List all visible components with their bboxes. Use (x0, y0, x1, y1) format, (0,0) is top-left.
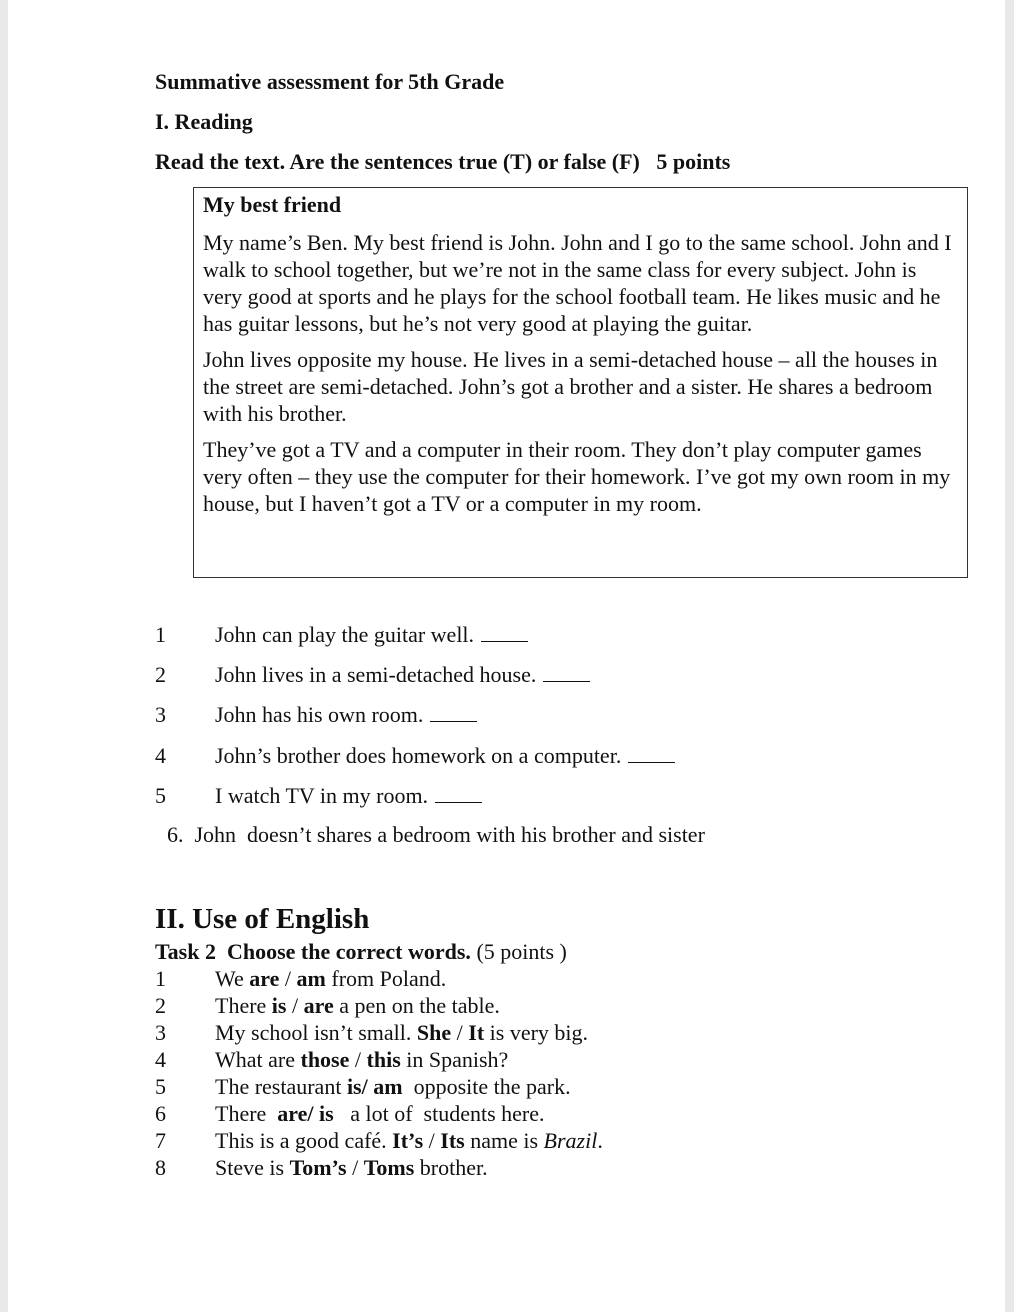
sentence-fragment: from Poland. (325, 966, 447, 991)
task-2-item-number: 3 (155, 1020, 166, 1045)
word-choice[interactable]: is/ am (346, 1074, 403, 1099)
statement-number: 5 (155, 783, 166, 808)
sentence-fragment: Brazil (543, 1128, 598, 1153)
word-choice[interactable]: It (468, 1020, 485, 1045)
word-choice[interactable]: this (366, 1047, 401, 1072)
statement-number: 4 (155, 743, 166, 768)
task-2-item-text (215, 1019, 588, 1046)
task-2-item-number: 8 (155, 1155, 166, 1180)
statement-number: 2 (155, 662, 166, 687)
word-choice[interactable]: am (296, 966, 326, 991)
reading-paragraph-3: They’ve got a TV and a computer in their room. They don’t play computer games very often – they use the computer for their homework. I’ve got my own room in my house, but I haven’t got a TV or a computer in my room. (203, 437, 951, 516)
answer-blank[interactable] (430, 703, 477, 722)
sentence-fragment: brother. (414, 1155, 488, 1180)
word-choice[interactable]: those (300, 1047, 350, 1072)
task-2-item-number: 2 (155, 993, 166, 1018)
reading-text-title: My best friend (203, 192, 342, 217)
sentence-fragment: / (349, 1047, 367, 1072)
word-choice[interactable]: are (303, 993, 334, 1018)
word-choice[interactable]: Tom’s (289, 1155, 347, 1180)
task-2-item-number: 5 (155, 1074, 166, 1099)
task-2-item-number: 4 (155, 1047, 166, 1072)
sentence-fragment: . (597, 1128, 603, 1153)
task-2-item-number: 6 (155, 1101, 166, 1126)
word-choice[interactable]: are (249, 966, 280, 991)
task-2-instruction (155, 938, 567, 965)
word-choice[interactable]: She (416, 1020, 452, 1045)
task-label: Task 2 (155, 939, 216, 964)
task-2-item-text (215, 1046, 508, 1073)
statement-text: John doesn’t shares a bedroom with his brother and sister (194, 822, 705, 847)
page-edge-left (0, 0, 8, 1312)
statement-number: 1 (155, 622, 166, 647)
sentence-fragment: a pen on the table. (333, 993, 500, 1018)
task-2-item-text (215, 1073, 571, 1100)
statement-text: John can play the guitar well. (215, 622, 475, 647)
sentence-fragment: My school isn’t small. (215, 1020, 417, 1045)
sentence-fragment: We (215, 966, 250, 991)
reading-instruction: Read the text. Are the sentences true (T) or false (F) 5 points (155, 149, 731, 174)
statement-text: John’s brother does homework on a computer. (215, 743, 622, 768)
word-choice[interactable]: is (271, 993, 287, 1018)
task-2-item-number: 1 (155, 966, 166, 991)
section-use-of-english-heading: II. Use of English (155, 903, 370, 935)
sentence-fragment: The restaurant (215, 1074, 347, 1099)
statement-row-6 (167, 822, 705, 848)
task-points: (5 points ) (476, 939, 567, 964)
page-edge-right (1005, 0, 1014, 1312)
task-2-item-text (215, 992, 500, 1019)
word-choice[interactable]: Its (440, 1128, 465, 1153)
sentence-fragment: / (279, 966, 297, 991)
sentence-fragment: This is a good café. (215, 1128, 393, 1153)
section-reading-heading: I. Reading (155, 109, 253, 134)
task-instruction-text: Choose the correct words. (226, 939, 471, 964)
task-2-item-text (215, 965, 446, 992)
task-2-item-number: 7 (155, 1128, 166, 1153)
sentence-fragment: opposite the park. (402, 1074, 571, 1099)
sentence-fragment: What are (215, 1047, 301, 1072)
word-choice[interactable]: It’s (392, 1128, 424, 1153)
sentence-fragment: / (346, 1155, 364, 1180)
sentence-fragment: Steve is (215, 1155, 290, 1180)
sentence-fragment: / (451, 1020, 469, 1045)
answer-blank[interactable] (481, 623, 528, 642)
statement-text: John has his own room. (215, 702, 424, 727)
sentence-fragment: is very big. (484, 1020, 589, 1045)
answer-blank[interactable] (628, 744, 675, 763)
statement-number: 3 (155, 702, 166, 727)
reading-text-box (193, 187, 968, 578)
answer-blank[interactable] (543, 663, 590, 682)
statement-number: 6. (167, 822, 184, 847)
task-2-item-text (215, 1127, 603, 1154)
answer-blank[interactable] (435, 784, 482, 803)
sentence-fragment: / (423, 1128, 441, 1153)
sentence-fragment: a lot of students here. (333, 1101, 545, 1126)
task-2-item-text (215, 1100, 545, 1127)
sentence-fragment: in Spanish? (400, 1047, 509, 1072)
statement-text: John lives in a semi-detached house. (215, 662, 537, 687)
word-choice[interactable]: Toms (363, 1155, 415, 1180)
task-2-item-text (215, 1154, 488, 1181)
statement-text: I watch TV in my room. (215, 783, 429, 808)
sentence-fragment: / (286, 993, 304, 1018)
sentence-fragment: There (215, 993, 272, 1018)
sentence-fragment: There (215, 1101, 278, 1126)
sentence-fragment: name is (464, 1128, 544, 1153)
word-choice[interactable]: are/ is (277, 1101, 334, 1126)
reading-paragraph-2: John lives opposite my house. He lives in a semi-detached house – all the houses in the street are semi-detached. John’s got a brother and a sister. He shares a bedroom with his brother. (203, 347, 938, 426)
page-title: Summative assessment for 5th Grade (155, 69, 505, 94)
reading-paragraph-1: My name’s Ben. My best friend is John. John and I go to the same school. John and I walk to school together, but we’re not in the same class for every subject. John is very good at sports and he plays for the school football team. He likes music and he has guitar lessons, but he’s not very good at playing the guitar. (203, 230, 952, 336)
